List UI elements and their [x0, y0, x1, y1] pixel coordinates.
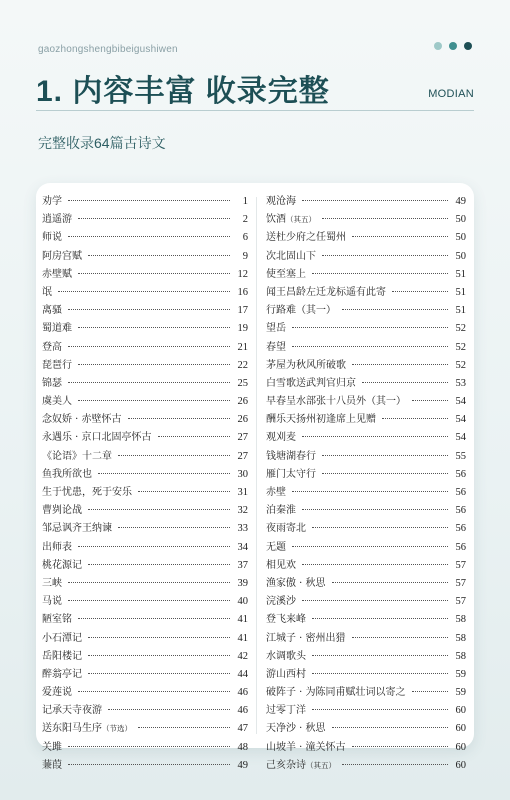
toc-entry-page: 57 [455, 596, 466, 608]
toc-entry [42, 720, 248, 738]
toc-entry-page: 59 [455, 687, 466, 699]
toc-entry [42, 193, 248, 211]
toc-entry-title: 蜀道难 [42, 323, 72, 335]
dot-leader [322, 473, 448, 474]
toc-entry-title: 出师表 [42, 541, 72, 553]
toc-entry [42, 684, 248, 702]
toc-entry-title: 送杜少府之任蜀州 [266, 232, 346, 244]
toc-entry-page: 2 [242, 214, 248, 226]
dot-leader [312, 618, 448, 619]
toc-entry-title: 雁门太守行 [266, 468, 316, 480]
toc-entry [266, 557, 466, 575]
toc-entry-title: 破阵子 · 为陈同甫赋壮词以寄之 [266, 687, 406, 699]
toc-entry-page: 16 [237, 286, 248, 298]
toc-entry-title: 登飞来峰 [266, 614, 306, 626]
toc-entry [266, 593, 466, 611]
toc-entry-title: 赤壁赋 [42, 268, 72, 280]
toc-entry-title: 使至塞上 [266, 268, 306, 280]
toc-entry-title: 早春呈水部张十八员外（其一） [266, 396, 406, 408]
dot-leader [108, 709, 230, 710]
toc-entry [266, 684, 466, 702]
dot-leader [312, 273, 448, 274]
toc-entry [266, 211, 466, 229]
toc-entry-page: 58 [455, 650, 466, 662]
toc-entry-page: 42 [237, 650, 248, 662]
toc-entry-page: 26 [237, 414, 248, 426]
dot-leader [412, 400, 448, 401]
toc-entry [266, 375, 466, 393]
brand-label: MODIAN [428, 88, 474, 100]
toc-entry-page: 52 [455, 341, 466, 353]
toc-entry [266, 502, 466, 520]
toc-entry-title: 生于忧患，死于安乐 [42, 487, 132, 498]
toc-entry-title: 渔家傲 · 秋思 [266, 577, 326, 589]
dot-leader [392, 291, 448, 292]
toc-entry-page: 56 [455, 468, 466, 480]
toc-entry [266, 539, 466, 557]
toc-entry-page: 56 [455, 487, 466, 498]
toc-entry-title: 天净沙 · 秋思 [266, 723, 326, 735]
decorative-dots [434, 42, 472, 50]
toc-entry-title: 江城子 · 密州出猎 [266, 632, 346, 644]
dot-leader [78, 218, 230, 219]
toc-entry-page: 40 [237, 596, 248, 608]
toc-entry [266, 648, 466, 666]
toc-entry-title: 念奴娇 · 赤壁怀古 [42, 414, 122, 426]
toc-entry-page: 19 [237, 323, 248, 335]
toc-entry-title: 劝学 [42, 196, 62, 207]
toc-entry-page: 25 [237, 377, 248, 389]
toc-entry-title: 曹刿论战 [42, 505, 82, 517]
toc-entry [266, 666, 466, 684]
toc-entry-page: 50 [455, 250, 466, 262]
toc-entry-title: 鱼我所欲也 [42, 468, 92, 480]
toc-entry-note: （其五） [286, 215, 316, 225]
column-divider [256, 197, 257, 734]
header-divider [36, 110, 474, 111]
toc-entry-title: 饮酒 [266, 214, 286, 226]
toc-entry-page: 56 [455, 523, 466, 535]
toc-entry-page: 60 [455, 723, 466, 735]
toc-entry-page: 49 [237, 759, 248, 771]
toc-entry-title: 次北固山下 [266, 250, 316, 262]
toc-entry [266, 320, 466, 338]
dot-leader [68, 764, 230, 765]
toc-entry-title: 送东阳马生序 [42, 723, 102, 735]
toc-entry [42, 429, 248, 447]
toc-entry-page: 51 [455, 305, 466, 317]
toc-column-right [266, 193, 466, 775]
toc-entry-page: 6 [242, 232, 248, 244]
toc-panel [36, 183, 474, 771]
dot-leader [382, 418, 448, 419]
toc-entry-page: 55 [455, 450, 466, 462]
dot-leader [68, 746, 230, 747]
toc-entry-title: 游山西村 [266, 668, 306, 680]
toc-entry [42, 284, 248, 302]
toc-entry-page: 34 [237, 541, 248, 553]
toc-entry-title: 虞美人 [42, 396, 72, 408]
toc-entry [266, 448, 466, 466]
toc-entry-page: 54 [455, 396, 466, 408]
dot-leader [352, 746, 448, 747]
toc-entry-title: 无题 [266, 541, 286, 553]
dot-leader [88, 509, 230, 510]
toc-entry-title: 醉翁亭记 [42, 668, 82, 680]
toc-entry-title: 泊秦淮 [266, 505, 296, 517]
toc-entry [42, 739, 248, 757]
toc-entry [42, 466, 248, 484]
toc-entry-page: 60 [455, 759, 466, 771]
dot-leader [352, 364, 448, 365]
toc-entry [42, 630, 248, 648]
toc-entry [42, 393, 248, 411]
toc-entry-page: 46 [237, 687, 248, 699]
toc-entry [266, 229, 466, 247]
toc-entry [266, 339, 466, 357]
toc-entry [42, 448, 248, 466]
toc-entry-title: 过零丁洋 [266, 705, 306, 717]
toc-entry [42, 648, 248, 666]
toc-entry [266, 393, 466, 411]
toc-entry-title: 马说 [42, 596, 62, 608]
toc-entry [42, 411, 248, 429]
toc-entry [266, 484, 466, 502]
dot-leader [98, 473, 230, 474]
toc-entry-page: 33 [237, 523, 248, 535]
dot-leader [68, 346, 230, 347]
toc-entry [42, 375, 248, 393]
toc-entry-title: 锦瑟 [42, 377, 62, 389]
toc-entry [42, 339, 248, 357]
toc-entry-title: 闻王昌龄左迁龙标遥有此寄 [266, 286, 386, 298]
dot-leader [352, 637, 448, 638]
toc-entry [42, 520, 248, 538]
toc-entry-title: 酬乐天扬州初逢席上见赠 [266, 414, 376, 426]
dot-leader [312, 655, 448, 656]
toc-entry-title: 春望 [266, 341, 286, 353]
dot-leader [312, 673, 448, 674]
toc-entry-page: 1 [242, 196, 248, 207]
toc-entry-page: 56 [455, 505, 466, 517]
toc-entry-title: 赤壁 [266, 487, 286, 498]
dot-leader [78, 546, 230, 547]
toc-entry [266, 266, 466, 284]
toc-entry-title: 桃花源记 [42, 559, 82, 571]
dot-leader [88, 255, 230, 256]
toc-entry-title: 白雪歌送武判官归京 [266, 377, 356, 389]
dot-leader [292, 327, 448, 328]
dot-leader [58, 291, 230, 292]
toc-entry-title: 离骚 [42, 305, 62, 317]
toc-entry-page: 48 [237, 741, 248, 753]
toc-entry-page: 50 [455, 232, 466, 244]
toc-entry-title: 水调歌头 [266, 650, 306, 662]
toc-entry-title: 琵琶行 [42, 359, 72, 371]
dot-leader [322, 218, 448, 219]
dot-leader [68, 382, 230, 383]
toc-entry-title: 观刈麦 [266, 432, 296, 444]
toc-entry-page: 41 [237, 632, 248, 644]
toc-entry [42, 757, 248, 775]
dot-icon [464, 42, 472, 50]
page-title: 1. 内容丰富 收录完整 [36, 75, 330, 108]
toc-entry-title: 关雎 [42, 741, 62, 753]
toc-entry-title: 行路难（其一） [266, 305, 336, 317]
toc-entry-title: 爱莲说 [42, 687, 72, 699]
dot-leader [68, 582, 230, 583]
toc-entry [266, 302, 466, 320]
toc-entry-page: 49 [455, 196, 466, 207]
toc-entry-title: 三峡 [42, 577, 62, 589]
toc-entry [42, 320, 248, 338]
dot-leader [302, 200, 448, 201]
toc-entry [42, 702, 248, 720]
toc-entry [266, 284, 466, 302]
dot-leader [88, 655, 230, 656]
toc-entry [42, 484, 248, 502]
toc-entry [266, 611, 466, 629]
toc-entry-title: 小石潭记 [42, 632, 82, 644]
dot-leader [68, 309, 230, 310]
dot-leader [322, 255, 448, 256]
toc-entry-title: 邹忌讽齐王纳谏 [42, 523, 112, 535]
toc-entry-title: 山坡羊 · 潼关怀古 [266, 741, 346, 753]
dot-leader [158, 436, 230, 437]
toc-entry-page: 26 [237, 396, 248, 408]
toc-entry-page: 47 [237, 723, 248, 735]
dot-leader [78, 364, 230, 365]
dot-icon [449, 42, 457, 50]
toc-entry-page: 51 [455, 286, 466, 298]
toc-entry-page: 30 [237, 468, 248, 480]
toc-entry-title: 钱塘湖春行 [266, 450, 316, 462]
toc-entry-title: 氓 [42, 286, 52, 298]
toc-entry-page: 54 [455, 432, 466, 444]
dot-leader [78, 273, 230, 274]
pinyin-caption: gaozhongshengbibeigushiwen [38, 44, 178, 55]
toc-entry [42, 357, 248, 375]
toc-entry-page: 60 [455, 705, 466, 717]
dot-leader [118, 455, 230, 456]
dot-leader [292, 346, 448, 347]
subtitle: 完整收录64篇古诗文 [38, 135, 166, 151]
toc-entry-page: 56 [455, 541, 466, 553]
dot-leader [322, 455, 448, 456]
dot-leader [302, 509, 448, 510]
toc-entry-page: 58 [455, 632, 466, 644]
toc-entry [266, 630, 466, 648]
toc-entry-page: 17 [237, 305, 248, 317]
dot-leader [78, 618, 230, 619]
toc-entry [42, 211, 248, 229]
toc-entry [42, 248, 248, 266]
toc-entry-page: 51 [455, 268, 466, 280]
toc-entry-page: 27 [237, 432, 248, 444]
toc-entry-page: 37 [237, 559, 248, 571]
dot-leader [302, 436, 448, 437]
toc-entry [42, 593, 248, 611]
dot-leader [68, 600, 230, 601]
toc-entry-note: （节选） [102, 724, 132, 734]
toc-entry-title: 浣溪沙 [266, 596, 296, 608]
toc-entry [266, 466, 466, 484]
toc-entry-page: 57 [455, 577, 466, 589]
toc-entry [266, 702, 466, 720]
dot-leader [312, 709, 448, 710]
dot-leader [302, 564, 448, 565]
dot-leader [138, 491, 230, 492]
toc-entry-title: 陋室铭 [42, 614, 72, 626]
dot-leader [78, 400, 230, 401]
dot-leader [118, 527, 230, 528]
toc-entry [266, 720, 466, 738]
toc-entry [266, 429, 466, 447]
dot-leader [292, 491, 448, 492]
toc-entry-page: 53 [455, 377, 466, 389]
toc-entry-page: 50 [455, 214, 466, 226]
toc-entry-title: 蒹葭 [42, 759, 62, 771]
toc-entry [266, 575, 466, 593]
dot-leader [352, 236, 448, 237]
toc-entry-page: 9 [242, 250, 248, 262]
toc-entry-title: 登高 [42, 341, 62, 353]
toc-entry [42, 302, 248, 320]
toc-entry [42, 539, 248, 557]
dot-leader [332, 582, 448, 583]
toc-entry [266, 520, 466, 538]
dot-leader [78, 327, 230, 328]
toc-entry-page: 21 [237, 341, 248, 353]
dot-leader [128, 418, 230, 419]
dot-leader [138, 727, 230, 728]
toc-entry [42, 557, 248, 575]
toc-entry [42, 229, 248, 247]
toc-entry-title: 茅屋为秋风所破歌 [266, 359, 346, 371]
toc-entry-title: 《论语》十二章 [42, 450, 112, 462]
dot-leader [332, 727, 448, 728]
toc-entry-title: 岳阳楼记 [42, 650, 82, 662]
toc-entry-page: 39 [237, 577, 248, 589]
dot-leader [68, 236, 230, 237]
toc-entry-page: 22 [237, 359, 248, 371]
dot-leader [362, 382, 448, 383]
toc-entry-title: 夜雨寄北 [266, 523, 306, 535]
dot-leader [412, 691, 448, 692]
dot-leader [312, 527, 448, 528]
toc-entry [266, 248, 466, 266]
toc-entry [42, 666, 248, 684]
toc-entry-title: 逍遥游 [42, 214, 72, 226]
toc-entry [42, 266, 248, 284]
dot-icon [434, 42, 442, 50]
dot-leader [88, 564, 230, 565]
toc-entry-page: 27 [237, 450, 248, 462]
dot-leader [342, 309, 448, 310]
toc-entry-page: 12 [237, 268, 248, 280]
dot-leader [88, 637, 230, 638]
toc-entry [266, 357, 466, 375]
dot-leader [88, 673, 230, 674]
toc-entry-title: 师说 [42, 232, 62, 244]
toc-entry-page: 54 [455, 414, 466, 426]
toc-entry-page: 31 [237, 487, 248, 498]
toc-entry-title: 己亥杂诗 [266, 759, 306, 771]
toc-entry [266, 739, 466, 757]
toc-entry [266, 193, 466, 211]
toc-entry-page: 60 [455, 741, 466, 753]
dot-leader [292, 546, 448, 547]
toc-entry [42, 502, 248, 520]
dot-leader [342, 764, 448, 765]
toc-entry-page: 59 [455, 668, 466, 680]
toc-entry [266, 757, 466, 775]
toc-entry-page: 46 [237, 705, 248, 717]
toc-entry-page: 41 [237, 614, 248, 626]
toc-entry-title: 观沧海 [266, 196, 296, 207]
toc-entry-page: 57 [455, 559, 466, 571]
toc-entry-page: 58 [455, 614, 466, 626]
toc-entry-page: 32 [237, 505, 248, 517]
toc-entry-title: 记承天寺夜游 [42, 705, 102, 717]
toc-entry-page: 52 [455, 359, 466, 371]
toc-entry-title: 相见欢 [266, 559, 296, 571]
dot-leader [78, 691, 230, 692]
toc-entry [42, 611, 248, 629]
toc-entry-title: 望岳 [266, 323, 286, 335]
toc-entry [42, 575, 248, 593]
toc-entry-page: 52 [455, 323, 466, 335]
toc-entry-title: 阿房宫赋 [42, 250, 82, 262]
toc-column-left [42, 193, 248, 775]
dot-leader [68, 200, 230, 201]
toc-entry [266, 411, 466, 429]
toc-entry-page: 44 [237, 668, 248, 680]
toc-entry-title: 永遇乐 · 京口北固亭怀古 [42, 432, 152, 444]
dot-leader [302, 600, 448, 601]
toc-entry-note: （其五） [306, 760, 336, 770]
